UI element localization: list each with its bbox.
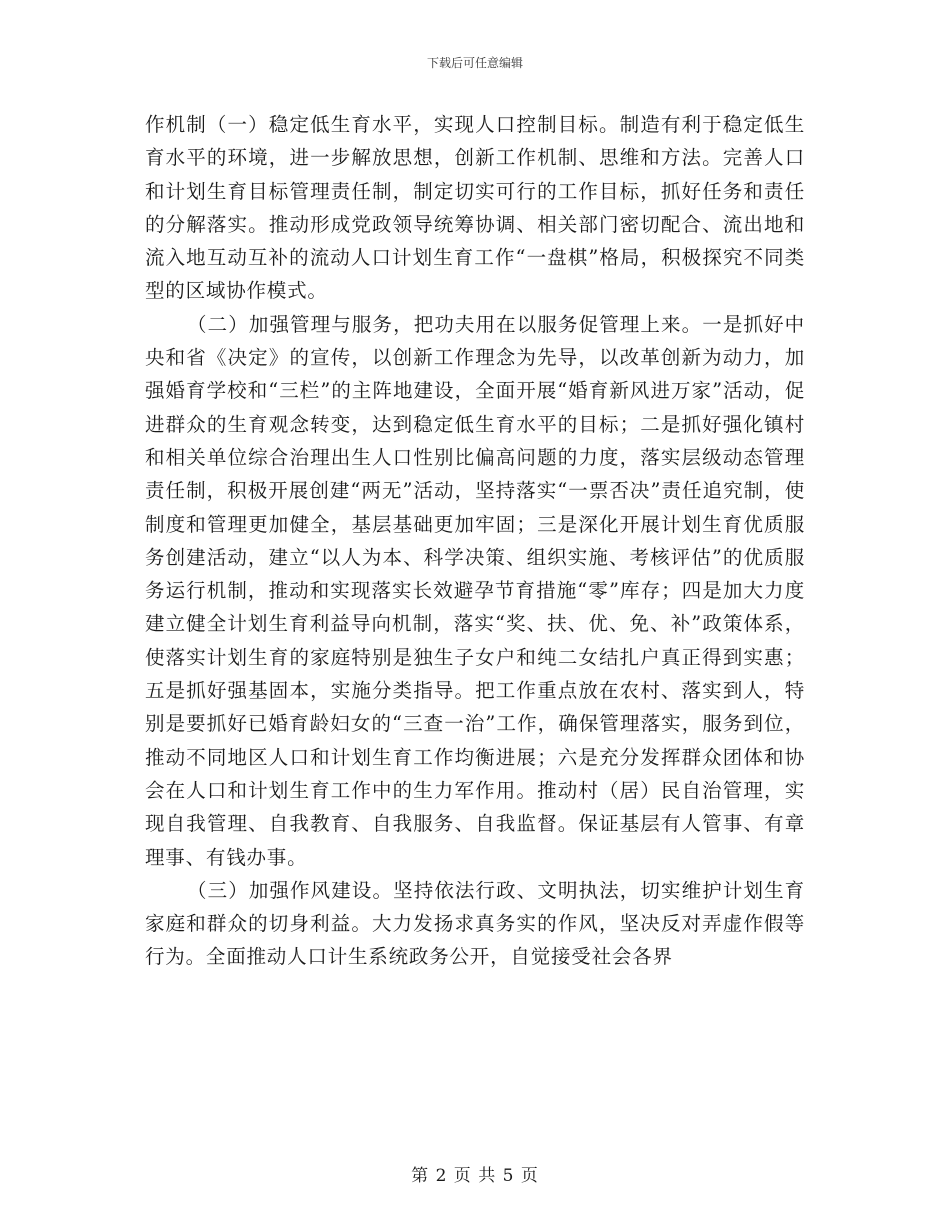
paragraph-1: 作机制（一）稳定低生育水平，实现人口控制目标。制造有利于稳定低生育水平的环境，进一步解放思想，创新工作机制、思维和方法。完善人口和计划生育目标管理责任制，制定切实可行的工作目标，抓好任务和责任的分解落实。推动形成党政领导统筹协调、相关部门密切配合、流出地和流入地互动互补的流动人口计划生育工作“一盘棋”格局，积极探究不同类型的区域协作模式。 <box>145 113 805 303</box>
page-indicator: 第 2 页 共 5 页 <box>411 1166 539 1186</box>
document-body <box>145 108 805 974</box>
header-note: 下载后可任意编辑 <box>426 56 523 70</box>
paragraph-2: （二）加强管理与服务，把功夫用在以服务促管理上来。一是抓好中央和省《决定》的宣传，以创新工作理念为先导，以改革创新为动力，加强婚育学校和“三栏”的主阵地建设，全面开展“婚育新风进万家”活动，促进群众的生育观念转变，达到稳定低生育水平的目标；二是抓好强化镇村和相关单位综合治理出生人口性别比偏高问题的力度，落实层级动态管理责任制，积极开展创建“两无”活动，坚持落实“一票否决”责任追究制，使制度和管理更加健全，基层基础更加牢固；三是深化开展计划生育优质服务创建活动，建立“以人为本、科学决策、组织实施、考核评估”的优质服务运行机制，推动和实现落实长效避孕节育措施“零”库存；四是加大力度建立健全计划生育利益导向机制，落实“奖、扶、优、免、补”政策体系，使落实计划生育的家庭特别是独生子女户和纯二女结扎户真正得到实惠；五是抓好强基固本，实施分类指导。把工作重点放在农村、落实到人，特别是要抓好已婚育龄妇女的“三查一治”工作，确保管理落实，服务到位，推动不同地区人口和计划生育工作均衡进展；六是充分发挥群众团体和协会在人口和计划生育工作中的生力军作用。推动村（居）民自治管理，实现自我管理、自我教育、自我服务、自我监督。保证基层有人管事、有章理事、有钱办事。 <box>145 312 805 869</box>
paragraph-3: （三）加强作风建设。坚持依法行政、文明执法，切实维护计划生育家庭和群众的切身利益。大力发扬求真务实的作风，坚决反对弄虚作假等行为。全面推动人口计生系统政务公开，自觉接受社会各界 <box>145 878 805 969</box>
